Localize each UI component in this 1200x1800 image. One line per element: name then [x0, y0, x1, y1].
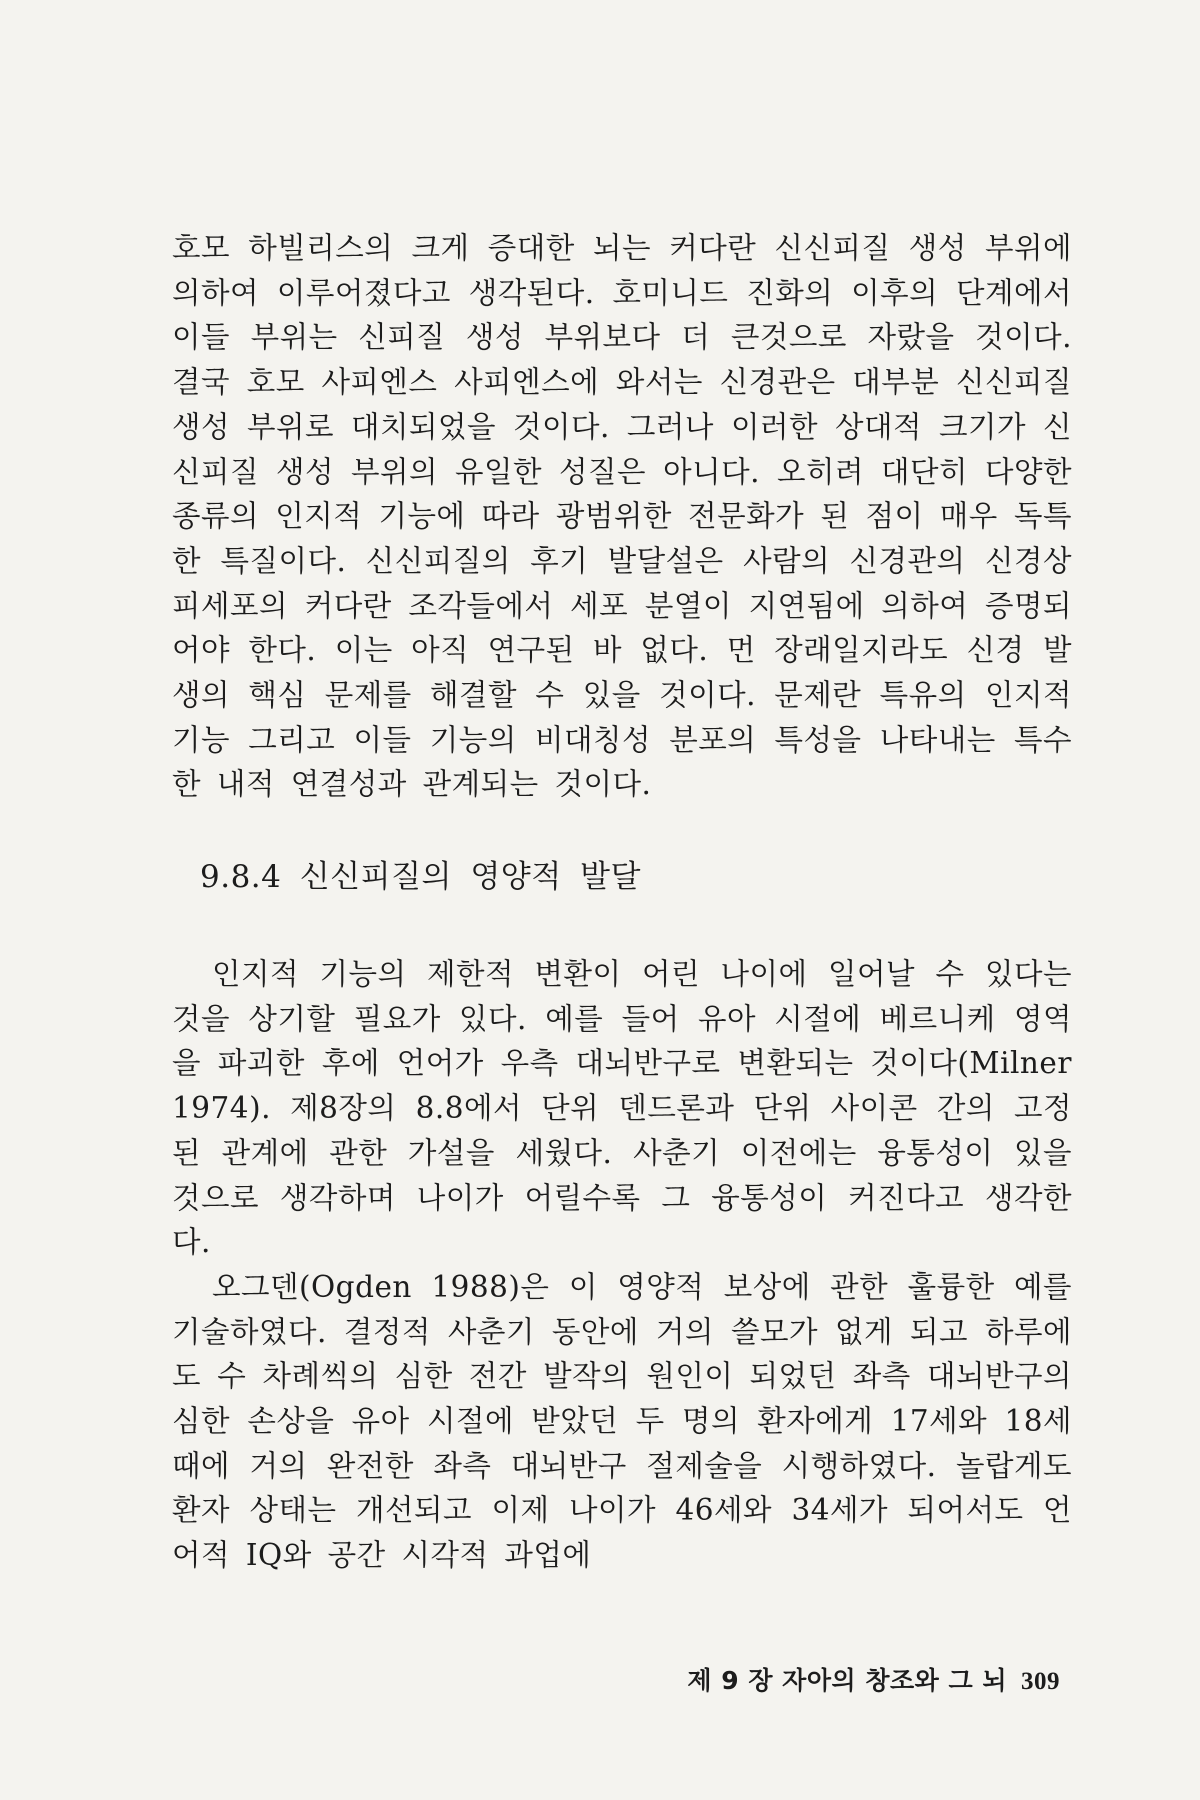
paragraph-continuation: 호모 하빌리스의 크게 증대한 뇌는 커다란 신신피질 생성 부위에 의하여 이루어졌다고 생각된다. 호미니드 진화의 이후의 단계에서 이들 부위는 신피질 생성 부위보다 더 큰것으로 자랐을 것이다. 결국 호모 사피엔스 사피엔스에 와서는 신경관은 대부분 신신피질 생성 부위로 대치되었을 것이다. 그러나 이러한 상대적 크기가 신신피질 생성 부위의 유일한 성질은 아니다. 오히려 대단히 다양한 종류의 인지적 기능에 따라 광범위한 전문화가 된 점이 매우 독특한 특질이다. 신신피질의 후기 발달설은 사람의 신경관의 신경상피세포의 커다란 조각들에서 세포 분열이 지연됨에 의하여 증명되어야 한다. 이는 아직 연구된 바 없다. 먼 장래일지라도 신경 발생의 핵심 문제를 해결할 수 있을 것이다. 문제란 특유의 인지적 기능 그리고 이들 기능의 비대칭성 분포의 특성을 나타내는 특수한 내적 연결성과 관계되는 것이다. [172, 231, 1072, 802]
paragraph: 인지적 기능의 제한적 변환이 어린 나이에 일어날 수 있다는 것을 상기할 필요가 있다. 예를 들어 유아 시절에 베르니케 영역을 파괴한 후에 언어가 우측 대뇌반구로 변환되는 것이다(Milner 1974). 제8장의 8.8에서 단위 덴드론과 단위 사이콘 간의 고정된 관계에 관한 가설을 세웠다. 사춘기 이전에는 융통성이 있을 것으로 생각하며 나이가 어릴수록 그 융통성이 커진다고 생각한다. [172, 957, 1072, 1260]
paragraph: 오그덴(Ogden 1988)은 이 영양적 보상에 관한 훌륭한 예를 기술하였다. 결정적 사춘기 동안에 거의 쓸모가 없게 되고 하루에도 수 차례씩의 심한 전간 발작의 원인이 되었던 좌측 대뇌반구의 심한 손상을 유아 시절에 받았던 두 명의 환자에게 17세와 18세 때에 거의 완전한 좌측 대뇌반구 절제술을 시행하였다. 놀랍게도 환자 상태는 개선되고 이제 나이가 46세와 34세가 되어서도 언어적 IQ와 공간 시각적 과업에 [172, 1269, 1072, 1573]
body-text-top [172, 226, 1072, 807]
running-title: 제 9 장 자아의 창조와 그 뇌 [687, 1666, 1007, 1695]
section-heading: 9.8.4 신신피질의 영양적 발달 [200, 859, 641, 895]
page-footer [660, 1665, 1060, 1698]
body-text-section [172, 952, 1072, 1578]
page-number: 309 [1021, 1668, 1060, 1695]
